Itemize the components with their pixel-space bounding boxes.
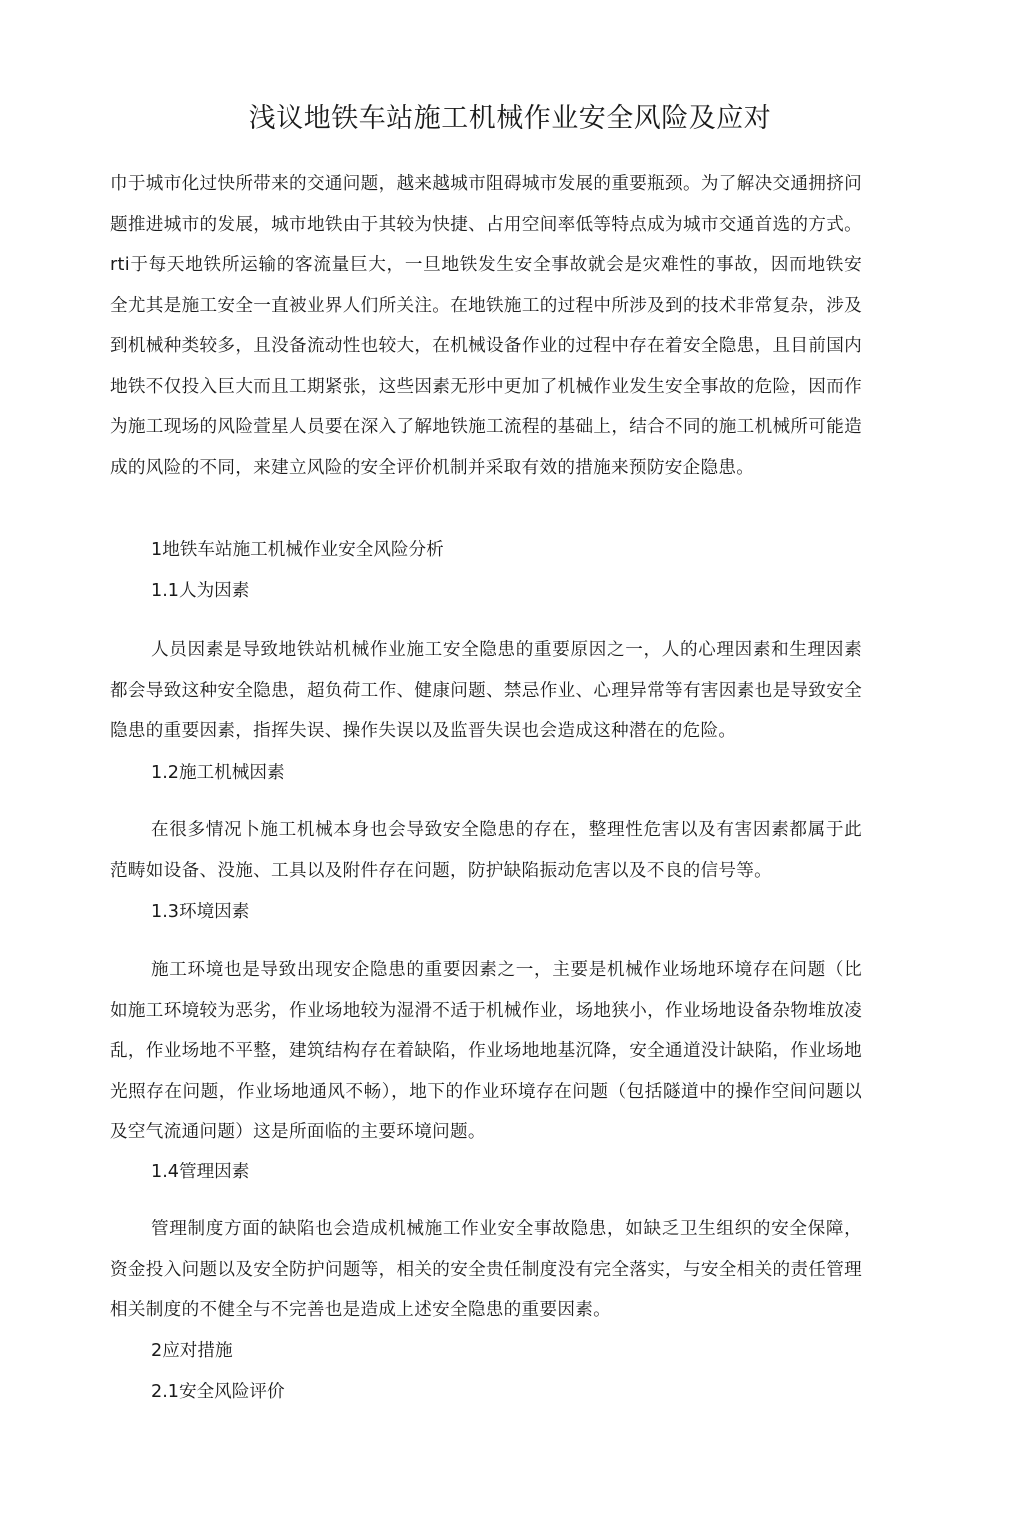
intro-paragraph: 巾于城市化过快所带来的交通问题，越来越城市阻碍城市发展的重要瓶颈。为了解决交通拥挤问题推进城市的发展，城市地铁由于其较为快捷、占用空间率低等特点成为城市交通首选的方式。rti于每天地铁所运输的客流量巨大，一旦地铁发生安全事故就会是灾难性的事故，因而地铁安全尤其是施工安全一直被业界人们所关注。在地铁施工的过程中所涉及到的技术非常复杂，涉及到机械种类较多，且没备流动性也较大，在机械设备作业的过程中存在着安全隐患，且目前国内地铁不仅投入巨大而且工期紧张，这些因素无形中更加了机械作业发生安全事故的危险，因而作为施工现场的风险萱星人员要在深入了解地铁施工流程的基础上，结合不同的施工机械所可能造成的风险的不同，来建立风险的安全评价机制并采取有效的措施来预防安企隐患。 — [110, 174, 862, 478]
paragraph-1-4: 管理制度方面的缺陷也会造成机械施工作业安全事故隐患，如缺乏卫生组织的安全保障，资金投入问题以及安全防护问题等，相关的安全贵任制度没有完全落实，与安全相关的责任管理相关制度的不健全与不完善也是造成上述安全隐患的重要因素。 — [110, 1219, 862, 1320]
section-heading-1-3: 1.3环境因素 — [151, 902, 250, 922]
section-heading-1-2: 1.2施工机械因素 — [151, 763, 285, 783]
document-title: 浅议地铁车站施工机械作业安全风险及应对 — [248, 103, 772, 134]
section-heading-1-1: 1.1人为因素 — [151, 581, 250, 601]
section-heading-1: 1地铁车站施工机械作业安全风险分析 — [151, 540, 444, 560]
section-heading-2: 2应对措施 — [151, 1341, 233, 1361]
section-heading-2-1: 2.1安全风险评价 — [151, 1382, 285, 1402]
paragraph-1-1: 人员因素是导致地铁站机械作业施工安全隐患的重要原因之一，人的心理因素和生理因素都会导致这种安全隐患，超负荷工作、健康问题、禁忌作业、心理异常等有害因素也是导致安全隐患的重要因素，指挥失误、操作失误以及监晋失误也会造成这种潜在的危险。 — [110, 640, 862, 741]
paragraph-1-2: 在很多情况卜施工机械本身也会导致安全隐患的存在，整理性危害以及有害因素都属于此范畴如设备、没施、工具以及附件存在问题，防护缺陷振动危害以及不良的信号等。 — [110, 820, 862, 881]
section-heading-1-4: 1.4管理因素 — [151, 1162, 250, 1182]
paragraph-1-3: 施工环境也是导致出现安企隐患的重要因素之一，主要是机械作业场地环境存在问题（比如施工环境较为恶劣，作业场地较为湿滑不适于机械作业，场地狭小，作业场地设备杂物堆放凌乱，作业场地不平整，建筑结构存在着缺陷，作业场地地基沉降，安全通道没计缺陷，作业场地光照存在问题，作业场地通风不畅），地下的作业环境存在问题（包括隧道中的操作空间问题以及空气流通问题）这是所面临的主要环境问题。 — [110, 960, 862, 1142]
